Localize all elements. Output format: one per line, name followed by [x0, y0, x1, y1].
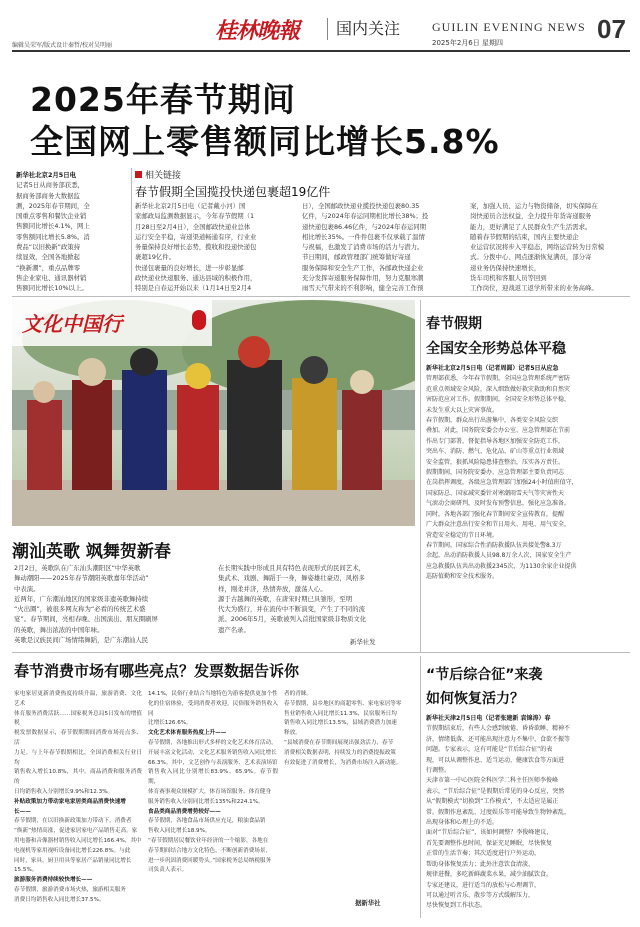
related-line: 新华社北京2月5日电（记者戴小河）国 [135, 202, 246, 210]
consumption-line: 家电家居更新消费热度持续升温，旅游消费、文化艺术 [14, 691, 142, 707]
lead-line: 记者5日从商务部获悉， [16, 181, 84, 190]
consumption-line: 释放。 [284, 730, 301, 737]
consumption-line: 消费相关数据表明，持续发力的消费提振政策 [284, 749, 396, 756]
consumption-line: 食品类商品消费增势较好—— [148, 808, 221, 815]
column-divider [131, 168, 132, 292]
consumption-line: 有效促进了消费增长，为消费市场注入新动能。 [284, 759, 402, 766]
culture-line: 2月2日，英歌队在广东汕头潮阳区“中华英歌 [14, 564, 141, 572]
culture-line: “火出圈”，被很多网友称为“必看的传统艺术盛 [14, 605, 146, 614]
safety-line: 应急救援队伍共出动救援2345次，为1130余家企业提供 [426, 562, 577, 570]
safety-line: 假期期间，国务院安委办、应急管理部主要负责同志 [426, 469, 565, 477]
consumption-line: 长—— [14, 808, 31, 815]
consumption-line: 开展丰富文化活动，文化艺术服务销售收入同比增长 [148, 749, 277, 756]
related-line: 雨雪天气带来的不利影响，健全完善工作预 [302, 284, 424, 293]
safety-line: 国家防总、国家减灾委针对寒潮雨雪天气等灾害性天 [426, 489, 565, 497]
related-line: 案，加强人员、运力与物资储备，切实保障在 [470, 202, 598, 210]
culture-line: 中表演。 [14, 584, 40, 593]
column-divider [420, 300, 421, 652]
related-line: 货车司机和客服人员等回到 [470, 274, 547, 283]
related-line: 递快递包裹86.46亿件，与2024年春运同期 [302, 222, 427, 231]
consumption-line: 税发票数据显示，春节假期期间消费市场亮点多、活 [14, 730, 142, 746]
english-masthead: GUILIN EVENING NEWS [432, 20, 586, 34]
related-line: 裹超19亿件。 [135, 253, 176, 262]
syndrome-line: 出现身体和心理上的不适。 [426, 819, 499, 827]
related-line: 务量保持良好增长态势，揽收和投递快递包 [135, 243, 257, 252]
page-number: 07 [597, 14, 626, 44]
related-headline: 春节假期全国揽投快递包裹超19亿件 [135, 185, 331, 199]
related-line: 家邮政局监测数据显示，今年春节假期（1 [135, 212, 255, 221]
consumption-column-3 [284, 690, 414, 768]
safety-line: 范重点领域安全风险，深入细致做好救灾救助和自然灾 [426, 385, 571, 393]
related-line: 月28日至2月4日），全国邮政快递业总体 [135, 222, 251, 231]
syndrome-line: 正常的生活节奏；其次适度进行户外运动， [426, 850, 541, 858]
consumption-line: 售业销售收入同比增长11.3%，民宿服务日均 [284, 710, 397, 717]
consumption-line: 销售收入增长10.8%，其中，商品消费和服务消费的 [14, 769, 142, 786]
syndrome-line: 可以通过听音乐、散步等方式缓解压力， [426, 891, 535, 899]
consumption-line: 比增长126.6%。 [148, 720, 192, 727]
consumption-line: “县域消费在春节期间展现出强劲活力，春节 [284, 739, 394, 746]
consumption-line: 者的青睐。 [284, 691, 312, 697]
safety-line: 春节期间，国家综合性消防救援队伍共接处警8.3万 [426, 541, 562, 549]
issue-date: 2025年2月6日 星期四 [432, 39, 503, 47]
related-line: 式。分拨中心、网点逐渐恢复满员，部分寄 [470, 253, 592, 262]
column-divider [420, 656, 421, 918]
related-line: 与祝福，也激发了消费市场的活力与潜力。 [302, 243, 424, 252]
consumption-column-2 [148, 690, 278, 876]
lantern-icon [192, 310, 206, 330]
consumption-line: 66.3%。其中，文艺创作与表演服务、艺术表演场馆 [148, 759, 278, 766]
syndrome-line: 常。假期作息紊乱、过度娱乐等可能导致生物钟紊乱， [426, 808, 571, 816]
related-line: 运行安全平稳，寄递渠道畅通有序，行业业 [135, 232, 257, 241]
safety-line: 余起，出动消防救援人员98.8万余人次，国家安全生产 [426, 552, 572, 560]
related-link-label [135, 168, 181, 181]
consumption-line: “春节假期居民餐饮业年经济的一个缩影，各地在 [148, 837, 269, 844]
consumption-line: 15.5%。 [14, 867, 38, 874]
culture-credit: 新华社发 [350, 638, 376, 646]
related-line: 政快递业快递服务、通达县域的积极作用， [135, 274, 257, 283]
culture-banner-title: 文化中国行 [22, 312, 122, 336]
culture-column-1 [14, 563, 210, 645]
consumption-line: 化的住宿体验，受到消费者欢迎，民俗服务销售收入同 [148, 700, 278, 717]
safety-body [426, 364, 630, 583]
red-square-icon [135, 171, 142, 178]
lead-line: 国重点零售和餐饮企业销 [16, 212, 87, 221]
consumption-line: 旅游服务消费持续较快增长—— [14, 877, 93, 884]
culture-line: 集武术、戏剧、舞蹈于一身，舞姿雄壮豪迈，风格多 [218, 574, 365, 583]
consumption-line: 用电器和音像器材销售收入同比增长166.4%，其中 [14, 837, 142, 844]
culture-line: 派。2006年5月，英歌被列入首批国家级非物质文化 [218, 615, 367, 624]
lead-line: 测，2025年春节期间，全 [16, 201, 90, 210]
consumption-column-1 [14, 690, 142, 906]
safety-line: 巡防值勤和安全技术服务。 [426, 573, 499, 581]
culture-line: 代大为盛行，并在流传中不断演变，产生了不同的流 [218, 605, 365, 614]
related-line: 能力，更好满足了人民群众生产生活需求。 [470, 222, 592, 231]
section-title: 国内关注 [336, 19, 401, 38]
syndrome-body [426, 714, 630, 912]
lead-headline-line2: 全国网上零售额同比增长5.8% [30, 122, 500, 161]
safety-line: 在岗指挥调度，各级应急管理部门加强24小时值班值守， [426, 479, 578, 487]
related-line: 岗快递员合法权益，全力提升年货寄递服务 [470, 212, 592, 221]
consumption-line: 服务销售收入分别同比增长135%和224.1%。 [148, 798, 264, 805]
related-line: 递业务仍保持快速增长， [470, 263, 541, 272]
consumption-line: 春节假期，旅游消费市场火热，旅游相关服务 [14, 886, 126, 893]
culture-line: 宴”。春节期间，亮相春晚、出国演出、朋友圈刷屏 [14, 615, 158, 624]
syndrome-line: 从“假期模式”切换到“工作模式”，不太适应是属正 [426, 798, 559, 806]
safety-line: 广大群众注意出行安全和节日用火、用电、用气安全， [426, 521, 571, 529]
safety-headline-line2: 全国安全形势总体平稳 [426, 341, 566, 357]
related-line: 工作岗位，迎战返工返学所带来的业务高峰。 [470, 284, 598, 293]
consumption-line: 春节假期，各地推出形式多样的文化艺术体育活动， [148, 739, 277, 746]
related-line: 充分发挥寄递服务保障作用，努力克服寒潮 [302, 274, 424, 283]
consumption-line: 销售收入同比分别增长83.9%、65.9%。春节假期， [148, 769, 278, 786]
consumption-line: 电视机等家用视听设备同比增长226.8%。与此 [14, 847, 131, 854]
syndrome-line: 天津市第一中心医院全科医学二科主任医师李俊峰 [426, 777, 559, 785]
consumption-line: 春节假期，县乡地区的商超零售、家电家居等零 [284, 700, 402, 707]
consumption-line: 春节假期，在以旧换新政策加力带动下，消费者 [14, 818, 132, 825]
safety-line: 未发生重大以上灾害事故。 [426, 406, 499, 414]
consumption-line: 体育服务消费活跃……国家税务总局5日发布的增值税 [14, 710, 142, 727]
related-line: 日），全国邮政快递业揽投快递包裹80.35 [302, 202, 420, 210]
lead-headline-line1: 2025年春节期间 [30, 80, 296, 119]
syndrome-line: 节假期结束后，有些人会感到疲倦、昏昏欲睡、精神不 [426, 725, 571, 733]
safety-line: 营造安全稳定的节日环境。 [426, 531, 499, 539]
related-line: 业运营状况将步入平稳态，网络运营转为日常模 [470, 243, 605, 252]
consumption-line: 14.1%，民俗行业结合当地特色为游客提供更加个性 [148, 691, 278, 697]
syndrome-line: 现，可以从调整作息、适当运动、健康饮食等方面进 [426, 756, 565, 764]
syndrome-line: 行调整。 [426, 767, 451, 775]
safety-line: 叠加。对此，国务院安委会办公室、应急管理部在节前 [426, 427, 571, 435]
consumption-line: 消费日均销售收入同比增长37.5%。 [14, 896, 105, 903]
related-column-2 [302, 201, 462, 294]
culture-headline: 潮汕英歌 飒舞贺新春 [12, 542, 171, 562]
syndrome-line: 济，情绪低落，还可能出现注意力不集中、食欲不振等 [426, 735, 571, 743]
safety-line: 气滚动会商研判，及时发布预警信息，强化应急准备。 [426, 500, 571, 508]
syndrome-headline-line2: 如何恢复活力？ [426, 691, 524, 707]
consumption-line: 力足。与上年春节假期相比，全国消费相关行业日均 [14, 749, 142, 766]
syndrome-line: 表示，“节后综合征”是假期后常见的身心反应，突然 [426, 787, 565, 795]
lead-body [16, 170, 128, 294]
header-divider [327, 18, 328, 40]
culture-line: 遗产名录。 [218, 625, 250, 634]
lead-line: 售额同比增长4.1%，网上 [16, 222, 90, 231]
related-line: 特别是自春运开始以来（1月14日至2月4 [135, 284, 252, 293]
related-line: 服务保障和安全生产工作，各邮政快递企业 [302, 263, 424, 272]
consumption-headline: 春节消费市场有哪些亮点？发票数据告诉你 [14, 662, 300, 680]
related-line: 节日期间，邮政管理部门统筹做好寄递 [302, 253, 411, 262]
consumption-line: 体育赛事观众规模扩大，体育场馆服务、体育健身 [148, 788, 272, 795]
consumption-line: 文化艺术体育服务热度上升—— [148, 730, 227, 737]
syndrome-line: 帮助身体恢复活力；此外注意饮食清淡、 [426, 860, 535, 868]
consumption-line: 销售收入同比增长13.5%，县域消费潜力加速 [284, 720, 397, 727]
safety-line: 春节假期，群众出行出游集中，各类安全风险交织 [426, 417, 559, 425]
consumption-line: 司负责人表示。 [148, 867, 188, 874]
culture-line: 在长期实践中形成且具有特色表现形式的民间艺术， [218, 564, 365, 572]
related-column-3 [470, 201, 630, 294]
culture-column-2 [218, 563, 414, 635]
culture-line: 英歌是汉族民间广场情绪舞蹈，是广东潮汕人民 [14, 636, 149, 645]
lead-line: “换新潮”，重点品牌零 [16, 263, 81, 272]
syndrome-line: 新华社天津2月5日电（记者张建新 袁锦涛）春 [426, 715, 551, 722]
safety-line: 突出车、消防、燃气、危化品、矿山等重点行业领域 [426, 448, 565, 456]
related-line: 快递包裹量的良好增长，进一步彰显邮 [135, 263, 244, 272]
consumption-line: 补贴政策加力带动家电家居类商品消费快速增 [14, 798, 126, 805]
lead-line: 费品“以旧换新”政策持 [16, 243, 81, 252]
syndrome-line: 尽快恢复到工作状态。 [426, 902, 487, 910]
consumption-line: 进一步巩固消费回暖势头。”国家税务总局纳税服务 [148, 857, 272, 864]
lead-line: 售企业家电、通讯器材销 [16, 273, 87, 282]
lead-line: 续显效，全国各地掀起 [16, 253, 80, 262]
lead-line: 售额同比增长10%以上。 [16, 284, 88, 293]
section-divider [12, 652, 630, 653]
lead-line: 新华社北京2月5日电 [16, 171, 77, 179]
consumption-line: 日均销售收入分别增长9.9%和12.3%。 [14, 788, 114, 795]
safety-line: 同时，各地各部门强化春节期间安全宣传教育，提醒 [426, 510, 565, 518]
consumption-credit: 据新华社 [355, 899, 381, 907]
editor-credit: 编辑吴荣军/版式设计秦哲/校对吴明丽 [12, 42, 113, 49]
related-line: 相比增长35%。一件件包裹不仅承载了温情 [302, 232, 425, 241]
syndrome-headline-line1: “节后综合征”来袭 [426, 667, 543, 683]
related-line: 亿件，与2024年春运同期相比增长38%；投 [302, 212, 429, 221]
related-column-1 [135, 201, 295, 294]
related-link-text: 相关链接 [145, 171, 182, 181]
consumption-line: 春节假期，各地食品市场供应充足，粮油食品销 [148, 818, 266, 825]
safety-headline-line1: 春节假期 [426, 316, 482, 332]
safety-line: 作出专门部署，督促指导各地区加强安全防范工作， [426, 437, 565, 445]
syndrome-line: 首先要调整作息时间，保证充足睡眠，尽快恢复 [426, 839, 553, 847]
lead-line: 零售额同比增长5.8%。消 [16, 232, 90, 241]
section-divider [12, 296, 630, 297]
syndrome-line: 面对“节后综合征”，该如何调整？李俊峰建议， [426, 829, 553, 837]
safety-line: 管理部获悉，今年春节假期，全国应急管理系统严密防 [426, 375, 571, 383]
syndrome-line: 专家还建议，进行适当的放松与心理调节， [426, 881, 541, 889]
header-rule [12, 50, 630, 52]
consumption-line: 春节期间结合地方文化特色，不断创新消费场景， [148, 847, 272, 854]
culture-line: 近两年，广东潮汕地区的国家级非遗英歌舞持续 [14, 594, 149, 603]
syndrome-line: 规律进餐，多吃新鲜蔬菜水果，减少油腻饮食。 [426, 871, 553, 879]
syndrome-line: 问题。专家表示，这有可能是“节后综合征”的表 [426, 746, 553, 754]
culture-line: 源于古越舞的英歌，在唐宋时期已具雏形，至明 [218, 594, 353, 603]
safety-line: 新华社北京2月5日电（记者周圆）记者5日从应急 [426, 365, 559, 372]
safety-line: 害防范应对工作。假期期间，全国安全形势总体平稳， [426, 396, 571, 404]
lead-line: 据商务部商务大数据监 [16, 191, 80, 200]
culture-banner [12, 300, 212, 346]
culture-line: 舞动潮阳——2025年春节潮阳英歌嘉年华活动” [14, 574, 149, 583]
culture-line: 样，刚柔并济，热情奔放，激荡人心。 [218, 584, 327, 593]
consumption-line: 售收入同比增长18.9%。 [148, 828, 211, 835]
safety-line: 安全监管，狠抓风险隐患排查整治，压实各方责任。 [426, 458, 565, 466]
consumption-line: “焕新”热情高涨，促进家居家电产品销售走高。家 [14, 828, 138, 835]
newspaper-logo: 桂林晚報 [215, 18, 300, 44]
culture-line: 的英歌，舞出浓浓的中国年味。 [14, 625, 104, 634]
consumption-line: 同时，家具、厨卫用具等家居产品销量同比增长 [14, 857, 132, 864]
related-line: 随着春节假期的结束，国内主要快递企 [470, 232, 579, 241]
